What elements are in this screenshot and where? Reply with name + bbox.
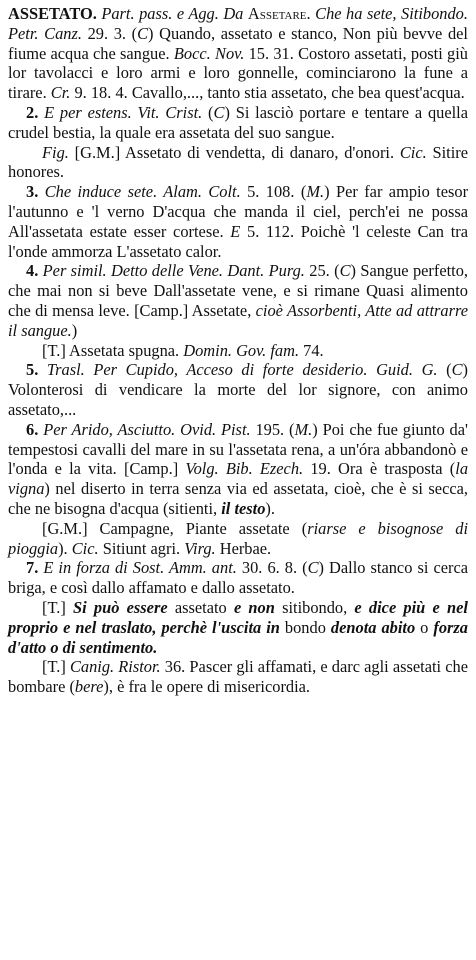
entry-text-span: [G.M.] Assetato di vendetta, di danaro, d'onori. xyxy=(68,142,400,162)
entry-text-span: ( xyxy=(437,360,452,380)
entry-text-span: Domin. Gov. fam. xyxy=(183,340,300,360)
entry-text-span: 5. 108. ( xyxy=(240,182,307,202)
entry-text-span: Herbae. xyxy=(215,538,272,558)
entry-paragraph-p2fig xyxy=(8,143,468,183)
entry-text-span: [T.] xyxy=(42,597,74,617)
dictionary-entry-assetato xyxy=(8,4,468,697)
entry-text-span: assetato xyxy=(167,597,234,617)
entry-text-span: 15. 31. Costoro assetati, posti giù lor tavolacci e loro armi e loro gonnelle, cominciarono la fune a tirare. xyxy=(8,43,468,103)
entry-text-span: Si può essere xyxy=(73,597,168,617)
entry-text-span: C xyxy=(137,23,149,43)
entry-text-span: Cic. xyxy=(399,142,427,162)
entry-text-span: 5. xyxy=(26,360,47,380)
entry-text-span: ) Poi che fue giunto da' tempestosi cavalli del mare in su l'assetata rena, a un'óra abbandonò e l'onda e la vita. [Camp.] xyxy=(8,419,468,479)
entry-text-span: Part. pass. e Agg. Da xyxy=(101,4,248,23)
entry-text-span: forza d'atto o di sentimento. xyxy=(8,617,468,657)
entry-text-span: 7. xyxy=(26,558,44,578)
entry-text-span: 30. 6. 8. ( xyxy=(236,558,308,578)
entry-text-span: cioè Assorbenti, Atte ad attrarre il sangue. xyxy=(8,300,468,340)
entry-text-span: Cr. xyxy=(50,83,71,103)
entry-paragraph-p7 xyxy=(8,558,468,598)
entry-text-span: C xyxy=(307,558,319,578)
entry-text-span: Fig. xyxy=(42,142,69,162)
entry-text-span: ( xyxy=(202,102,214,122)
entry-text-span: ). xyxy=(58,538,72,558)
entry-text-span: ) Si lasciò portare e tentare a quella crudel bestia, la quale era assetata del suo sangue. xyxy=(8,102,469,142)
entry-text-span: bere xyxy=(74,677,104,697)
entry-text-span: 4. xyxy=(26,261,43,281)
entry-text-span: Bocc. Nov. xyxy=(173,43,245,63)
entry-text-span: Volg. Bib. Ezech. xyxy=(185,459,304,479)
entry-text-span: Virg. xyxy=(184,538,216,558)
entry-text-span: [T.] Assetata spugna. xyxy=(42,340,184,360)
entry-text-span: 195. ( xyxy=(250,419,295,439)
entry-text-span: E in forza di Sost. Amm. ant. xyxy=(43,558,237,578)
entry-paragraph-p7t xyxy=(8,598,468,657)
entry-paragraph-p2 xyxy=(8,103,468,143)
entry-text-span: C xyxy=(451,360,463,380)
entry-text-span: 19. Ora è trasposta ( xyxy=(303,459,456,479)
entry-paragraph-p4t xyxy=(8,341,468,361)
entry-text-span: la vigna xyxy=(8,459,469,499)
entry-text-span: ) Sangue perfetto, che mai non si beve Dall'assetate vene, e si rimane Quasi alimento che di mensa leve. [Camp.] Assetate, xyxy=(8,261,469,320)
entry-text-span: Che induce sete. Alam. Colt. xyxy=(44,182,241,202)
entry-text-span: 2. xyxy=(26,102,45,122)
entry-paragraph-p4 xyxy=(8,261,468,340)
entry-text-span: M. xyxy=(294,419,313,439)
entry-text-span: riarse e bisognose di pioggia xyxy=(8,518,468,558)
entry-text-span: 25. ( xyxy=(304,261,340,281)
entry-text-span: bondo xyxy=(279,617,331,637)
entry-text-span: 29. 3. ( xyxy=(81,23,138,43)
entry-text-span: M. xyxy=(306,182,325,202)
entry-paragraph-p0 xyxy=(8,4,468,103)
entry-text-span: 6. xyxy=(26,419,44,439)
entry-text-span: Per Arido, Asciutto. Ovid. Pist. xyxy=(43,419,251,439)
entry-text-span: Cic. xyxy=(71,538,99,558)
entry-text-span: ) nel diserto in terra senza via ed assetata, cioè, che è si secca, che ne bisogna d'acqua (sitienti, xyxy=(8,479,468,518)
entry-paragraph-p6 xyxy=(8,420,468,519)
entry-text-span: 5. 112. Poichè 'l celeste Can tra l'onde ammorza L'assetato calor. xyxy=(8,221,468,261)
entry-text-span: 74. xyxy=(299,340,324,360)
entry-text-span: Per simil. Detto delle Vene. Dant. Purg. xyxy=(42,261,305,281)
entry-text-span: [G.M.] Campagne, Piante assetate ( xyxy=(42,518,308,538)
entry-text-span: E per estens. Vit. Crist. xyxy=(44,102,203,122)
entry-paragraph-p5 xyxy=(8,360,468,419)
entry-text-span: sitibondo, xyxy=(274,597,355,617)
entry-text-span: . xyxy=(92,4,102,23)
entry-text-span: o xyxy=(415,617,434,637)
entry-text-span: e dice più e nel proprio e nel traslato, perchè l'uscita in xyxy=(8,597,468,637)
entry-paragraph-p7t2 xyxy=(8,657,468,697)
entry-text-span: E xyxy=(230,221,241,241)
entry-text-span: Assetare xyxy=(247,4,307,23)
entry-text-span: Sitire honores. xyxy=(8,142,468,182)
entry-text-span: 3. xyxy=(26,182,45,202)
entry-text-span: Canig. Ristor. xyxy=(69,657,161,677)
entry-text-span: [T.] xyxy=(42,657,70,677)
entry-text-span: 9. 18. 4. Cavallo,..., tanto stia assetato, che bea quest'acqua. xyxy=(70,83,465,103)
entry-text-span: ASSETATO xyxy=(8,4,93,23)
entry-text-span: ) Volonterosi di vendicare la morte del lor signore, con animo assetato,... xyxy=(8,360,469,419)
entry-text-span: . xyxy=(306,4,316,23)
entry-text-span: ) Quando, assetato e stanco, Non più bevve del fiume acqua che sangue. xyxy=(8,23,468,63)
entry-text-span: C xyxy=(213,102,225,122)
entry-paragraph-p3 xyxy=(8,182,468,261)
entry-text-span: ) Dallo stanco si cerca briga, e così dallo affamato e dallo assetato. xyxy=(8,558,468,598)
entry-text-span: Che ha sete, Sitibondo. Petr. Canz. xyxy=(8,4,468,43)
entry-text-span: denota abito xyxy=(330,617,416,637)
entry-text-span: ) xyxy=(71,320,78,340)
entry-text-span: Trasl. Per Cupido, Acceso di forte desiderio. Guid. G. xyxy=(46,360,438,380)
entry-text-span: Sitiunt agri. xyxy=(98,538,185,558)
entry-text-span: C xyxy=(339,261,351,281)
entry-paragraph-p6gm xyxy=(8,519,468,559)
entry-text-span: ), è fra le opere di misericordia. xyxy=(103,677,311,697)
entry-text-span: ) Per far ampio tesor l'autunno e 'l verno D'acqua che manda il ciel, perch'ei ne possa All'assetata estate esser cortese. xyxy=(8,182,469,241)
entry-text-span: 36. Pascer gli affamati, e darc agli assetati che bombare ( xyxy=(8,657,468,697)
entry-text-span: ). xyxy=(265,498,275,518)
entry-text-span: il testo xyxy=(221,498,266,518)
entry-text-span: e non xyxy=(233,597,275,617)
